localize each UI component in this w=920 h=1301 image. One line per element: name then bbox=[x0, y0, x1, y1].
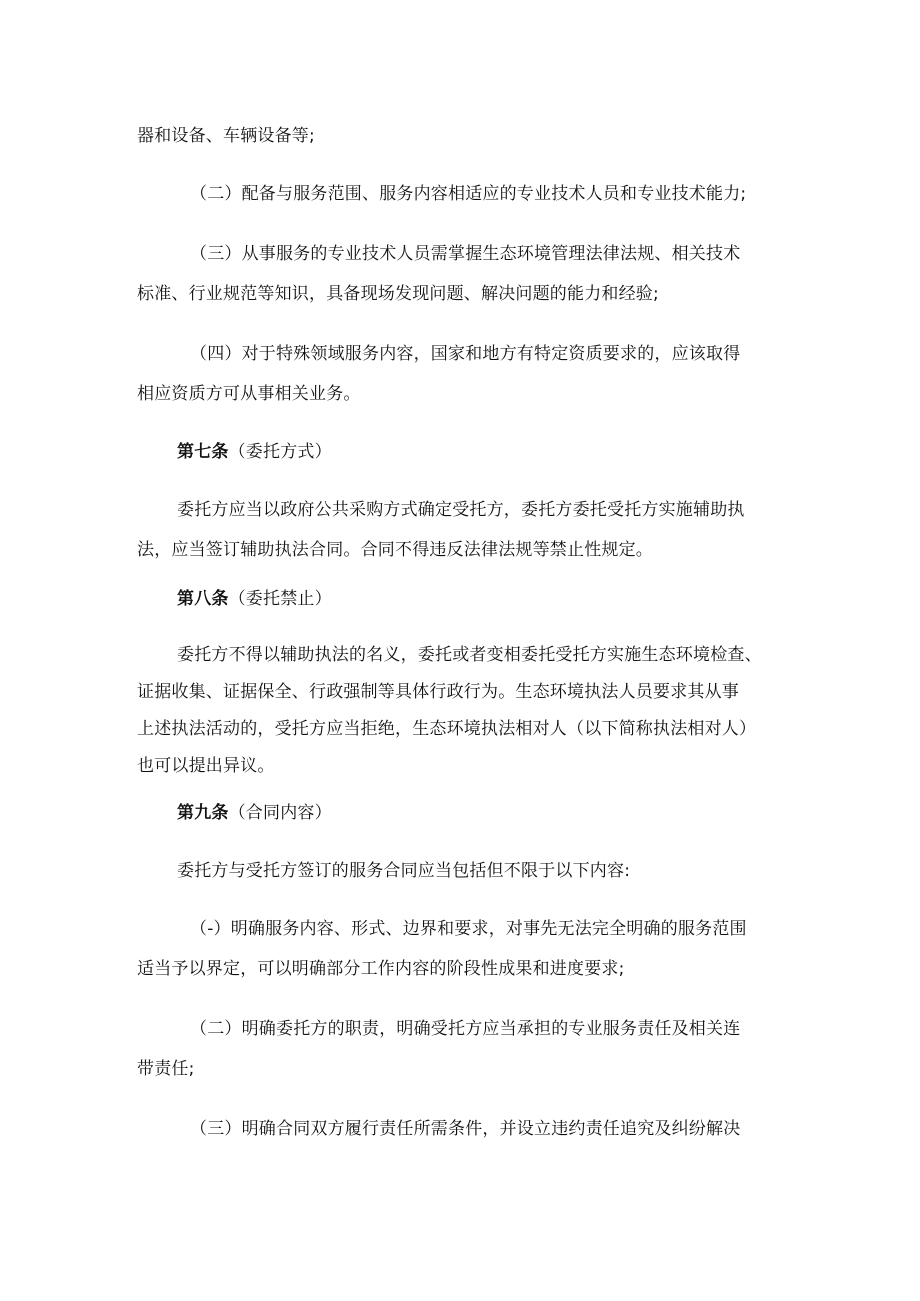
paragraph-article-8-line-4: 也可以提出异议。 bbox=[137, 756, 275, 776]
paragraph-article-9-item-1: （-）明确服务内容、形式、边界和要求，对事先无法完全明确的服务范围 bbox=[190, 919, 747, 939]
paragraph-article-7-body-cont: 法，应当签订辅助执法合同。合同不得违反法律法规等禁止性规定。 bbox=[137, 540, 653, 560]
paragraph-article-9-item-2-cont: 带责任; bbox=[137, 1059, 195, 1079]
article-9-title: 第九条 bbox=[177, 803, 229, 823]
paragraph-article-9-item-3: （三）明确合同双方履行责任所需条件，并设立违约责任追究及纠纷解决 bbox=[190, 1119, 741, 1139]
article-9-subtitle: （合同内容） bbox=[228, 803, 332, 823]
paragraph-item-3-knowledge: （三）从事服务的专业技术人员需掌握生态环境管理法律法规、相关技术 bbox=[190, 244, 741, 264]
paragraph-article-9-item-2: （二）明确委托方的职责，明确受托方应当承担的专业服务责任及相关连 bbox=[190, 1019, 741, 1039]
article-7-title: 第七条 bbox=[177, 442, 229, 462]
article-8-subtitle: （委托禁止） bbox=[228, 589, 332, 609]
article-9-heading bbox=[177, 790, 332, 836]
paragraph-item-3-knowledge-cont: 标准、行业规范等知识，具备现场发现问题、解决问题的能力和经验; bbox=[137, 284, 659, 304]
article-8-title: 第八条 bbox=[177, 589, 229, 609]
paragraph-article-8-line-1: 委托方不得以辅助执法的名义，委托或者变相委托受托方实施生态环境检查、 bbox=[177, 645, 762, 665]
paragraph-item-2-personnel: （二）配备与服务范围、服务内容相适应的专业技术人员和专业技术能力; bbox=[190, 184, 747, 204]
paragraph-item-4-qualification: （四）对于特殊领域服务内容，国家和地方有特定资质要求的，应该取得 bbox=[190, 344, 741, 364]
paragraph-article-7-body: 委托方应当以政府公共采购方式确定受托方，委托方委托受托方实施辅助执 bbox=[177, 500, 745, 520]
article-7-subtitle: （委托方式） bbox=[228, 442, 332, 462]
paragraph-article-9-intro: 委托方与受托方签订的服务合同应当包括但不限于以下内容: bbox=[177, 861, 631, 881]
paragraph-equipment: 器和设备、车辆设备等; bbox=[137, 126, 315, 146]
paragraph-article-9-item-1-cont: 适当予以界定，可以明确部分工作内容的阶段性成果和进度要求; bbox=[137, 959, 625, 979]
paragraph-article-8-line-2: 证据收集、证据保全、行政强制等具体行政行为。生态环境执法人员要求其从事 bbox=[137, 682, 739, 702]
paragraph-article-8-line-3: 上述执法活动的，受托方应当拒绝，生态环境执法相对人（以下简称执法相对人） bbox=[137, 719, 757, 739]
article-8-heading bbox=[177, 576, 332, 622]
paragraph-item-4-qualification-cont: 相应资质方可从事相关业务。 bbox=[137, 384, 361, 404]
article-7-heading bbox=[177, 429, 332, 475]
